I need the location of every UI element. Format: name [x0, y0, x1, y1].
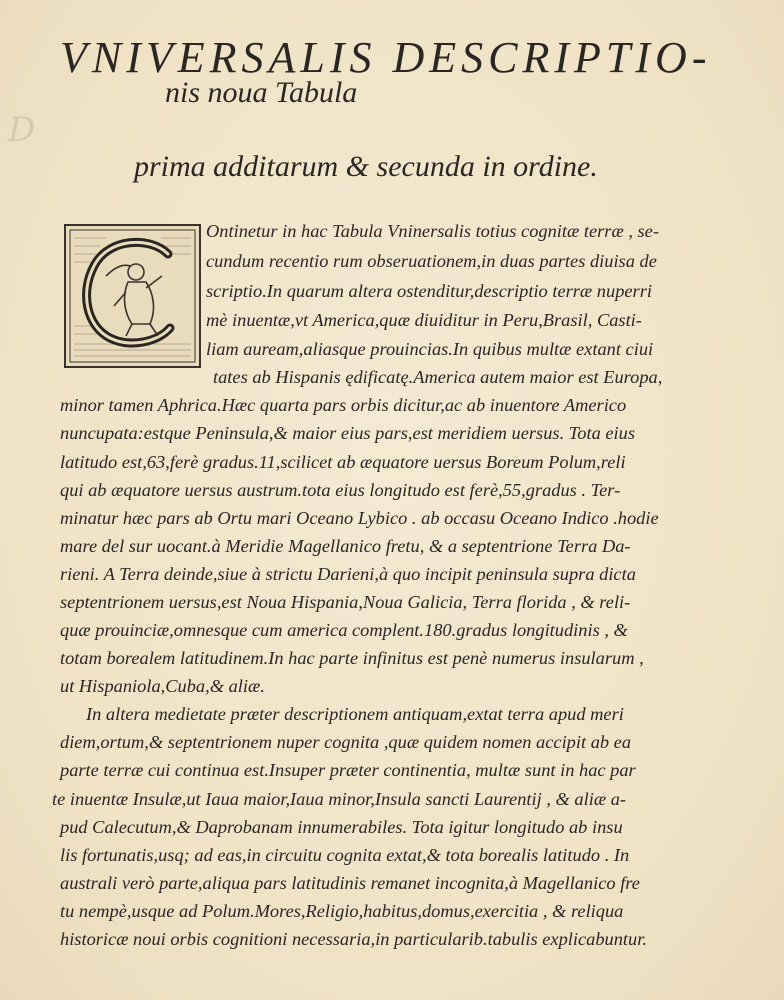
paragraph-1-line: rieni. A Terra deinde,siue à strictu Darieni,à quo incipit peninsula supra dicta	[60, 564, 636, 584]
paragraph-2-line: lis fortunatis,usq; ad eas,in circuitu cognita extat,& tota borealis latitudo . In	[60, 845, 630, 865]
paragraph-2-line: pud Calecutum,& Daprobanam innumerabiles. Tota igitur longitudo ab insu	[60, 817, 623, 837]
paragraph-1-line: quæ prouinciæ,omnesque cum america complent.180.gradus longitudinis , &	[60, 620, 628, 640]
paragraph-1-line: Ontinetur in hac Tabula Vninersalis totius cognitæ terræ , se-	[206, 221, 659, 241]
paragraph-2-line: tu nempè,usque ad Polum.Mores,Religio,habitus,domus,exercitia , & reliqua	[60, 901, 624, 921]
paragraph-1-line: mè inuentæ,vt America,quæ diuiditur in Peru,Brasil, Casti-	[206, 310, 642, 330]
paragraph-1-line: minor tamen Aphrica.Hæc quarta pars orbis dicitur,ac ab inuentore Americo	[60, 395, 627, 415]
title-continuation: nis noua Tabula	[165, 76, 358, 109]
paragraph-2-line: australi verò parte,aliqua pars latitudinis remanet incognita,à Magellanico fre	[60, 873, 640, 893]
paragraph-1-line: scriptio.In quarum altera ostenditur,descriptio terræ nuperri	[206, 281, 652, 301]
page-title: VNIVERSALIS DESCRIPTIO-	[60, 33, 712, 82]
paragraph-2-line: In altera medietate præter descriptionem antiquam,extat terra apud meri	[86, 704, 624, 724]
paragraph-2-line: te inuentæ Insulæ,ut Iaua maior,Iaua minor,Insula sancti Laurentij , & aliæ a-	[52, 789, 627, 809]
paragraph-2-line: parte terræ cui continua est.Insuper præter continentia, multæ sunt in hac par	[60, 760, 636, 780]
woodcut-initial-graphic	[66, 226, 199, 366]
paragraph-1-line: septentrionem uersus,est Noua Hispania,Noua Galicia, Terra florida , & reli-	[60, 592, 631, 612]
paragraph-1-line: tates ab Hispanis ędificatę.America autem maior est Europa,	[213, 367, 663, 387]
paragraph-1-line: minatur hæc pars ab Ortu mari Oceano Lybico . ab occasu Oceano Indico .hodie	[60, 508, 659, 528]
paragraph-1-line: cundum recentio rum obseruationem,in duas partes diuisa de	[206, 251, 657, 271]
paragraph-1-line: liam auream,aliasque prouincias.In quibus multæ extant ciui	[206, 339, 654, 359]
bleed-through-mark: D	[8, 110, 36, 150]
paragraph-2-line: diem,ortum,& septentrionem nuper cognita ,quæ quidem nomen accipit ab ea	[60, 732, 632, 752]
paragraph-2-line: historicæ noui orbis cognitioni necessaria,in particularib.tabulis explicabuntur.	[60, 929, 647, 949]
paragraph-1-line: ut Hispaniola,Cuba,& aliæ.	[60, 676, 265, 696]
paragraph-1-line: qui ab æquatore uersus austrum.tota eius longitudo est ferè,55,gradus . Ter-	[60, 480, 621, 500]
title-subtitle: prima additarum & secunda in ordine.	[134, 150, 598, 183]
paragraph-1-line: latitudo est,63,ferè gradus.11,scilicet ab æquatore uersus Boreum Polum,reli	[60, 452, 626, 472]
paragraph-1-line: totam borealem latitudinem.In hac parte infinitus est penè numerus insularum ,	[60, 648, 644, 668]
paragraph-1-line: mare del sur uocant.à Meridie Magellanico fretu, & a septentrione Terra Da-	[60, 536, 631, 556]
decorated-initial-woodcut	[64, 224, 201, 368]
paragraph-1-line: nuncupata:estque Peninsula,& maior eius pars,est meridiem uersus. Tota eius	[60, 423, 636, 443]
